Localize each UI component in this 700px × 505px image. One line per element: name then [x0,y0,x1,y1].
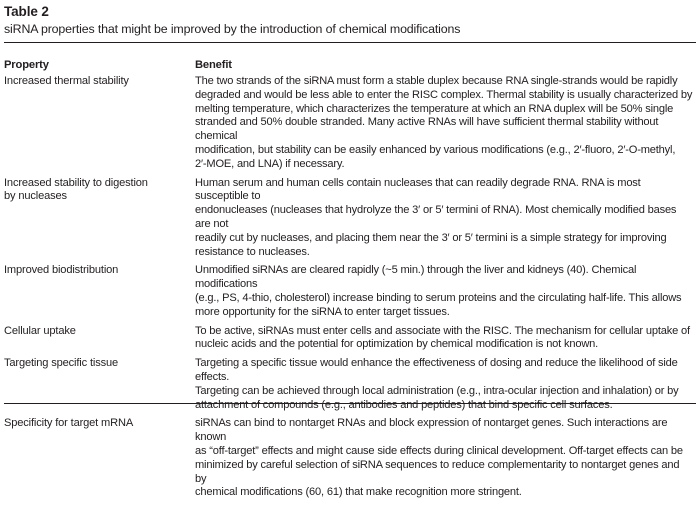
table-top-rule [4,42,696,43]
property-cell: Increased stability to digestion by nucleases [4,176,148,203]
column-header-benefit: Benefit [195,59,232,71]
table-row [4,325,696,353]
property-cell: Targeting specific tissue [4,357,119,370]
benefit-cell: The two strands of the siRNA must form a stable duplex because RNA single-strands would be rapidly degraded and would be less able to enter the RISC complex. Thermal stability is usually characterized by melting temperature, which characterizes the temperature at which an RNA duplex will be 50% single stranded and 50% double stranded. Many active RNAs will have sufficient thermal stability without chemical modification, but stability can be easily enhanced by various modifications (e.g., 2′-fluoro, 2′-O-methyl, 2′-MOE, and LNA) if necessary. [195,75,693,170]
table-body [4,75,696,505]
table-row [4,75,696,172]
table-row [4,264,696,319]
property-cell: Specificity for target mRNA [4,417,134,430]
table-label: Table 2 [4,4,49,19]
benefit-cell: Human serum and human cells contain nucleases that can readily degrade RNA. RNA is most susceptible to endonucleases (nucleases that hydrolyze the 3′ or 5′ termini of RNA). Most chemically modified bases are not readily cut by nucleases, and placing them near the 3′ or 5′ termini is a simple strategy for improving resistance to nucleases. [195,176,677,258]
table-row [4,417,696,500]
column-header-property: Property [4,59,49,71]
table-caption: siRNA properties that might be improved by the introduction of chemical modifications [4,22,461,36]
property-cell: Cellular uptake [4,324,76,337]
table-row [4,357,696,412]
benefit-cell: To be active, siRNAs must enter cells and associate with the RISC. The mechanism for cellular uptake of nucleic acids and the potential for optimization by chemical modification is not known. [195,324,690,351]
property-cell: Improved biodistribution [4,264,119,277]
benefit-cell: Unmodified siRNAs are cleared rapidly (~5 min.) through the liver and kidneys (40). Chemical modifications (e.g., PS, 4-thio, cholesterol) increase binding to serum proteins and the circulating half-life. This allows more opportunity for the siRNA to enter target tissues. [195,264,682,318]
table-row [4,177,696,260]
table-bottom-rule [4,403,696,404]
property-cell: Increased thermal stability [4,75,129,87]
benefit-cell: siRNAs can bind to nontarget RNAs and block expression of nontarget genes. Such interactions are known as “off-target” effects and might cause side effects during clinical development. Off-target effects can be minimized by careful selection of siRNA sequences to reduce complementarity to nontarget genes and by chemical modifications (60, 61) that make recognition more stringent. [195,417,683,499]
benefit-cell: Targeting a specific tissue would enhance the effectiveness of dosing and reduce the likelihood of side effects. Targeting can be achieved through local administration (e.g., intra-ocular injection and inhalation) or by attachment of compounds (e.g., antibodies and peptides) that bind specific cell surfaces. [195,357,679,411]
